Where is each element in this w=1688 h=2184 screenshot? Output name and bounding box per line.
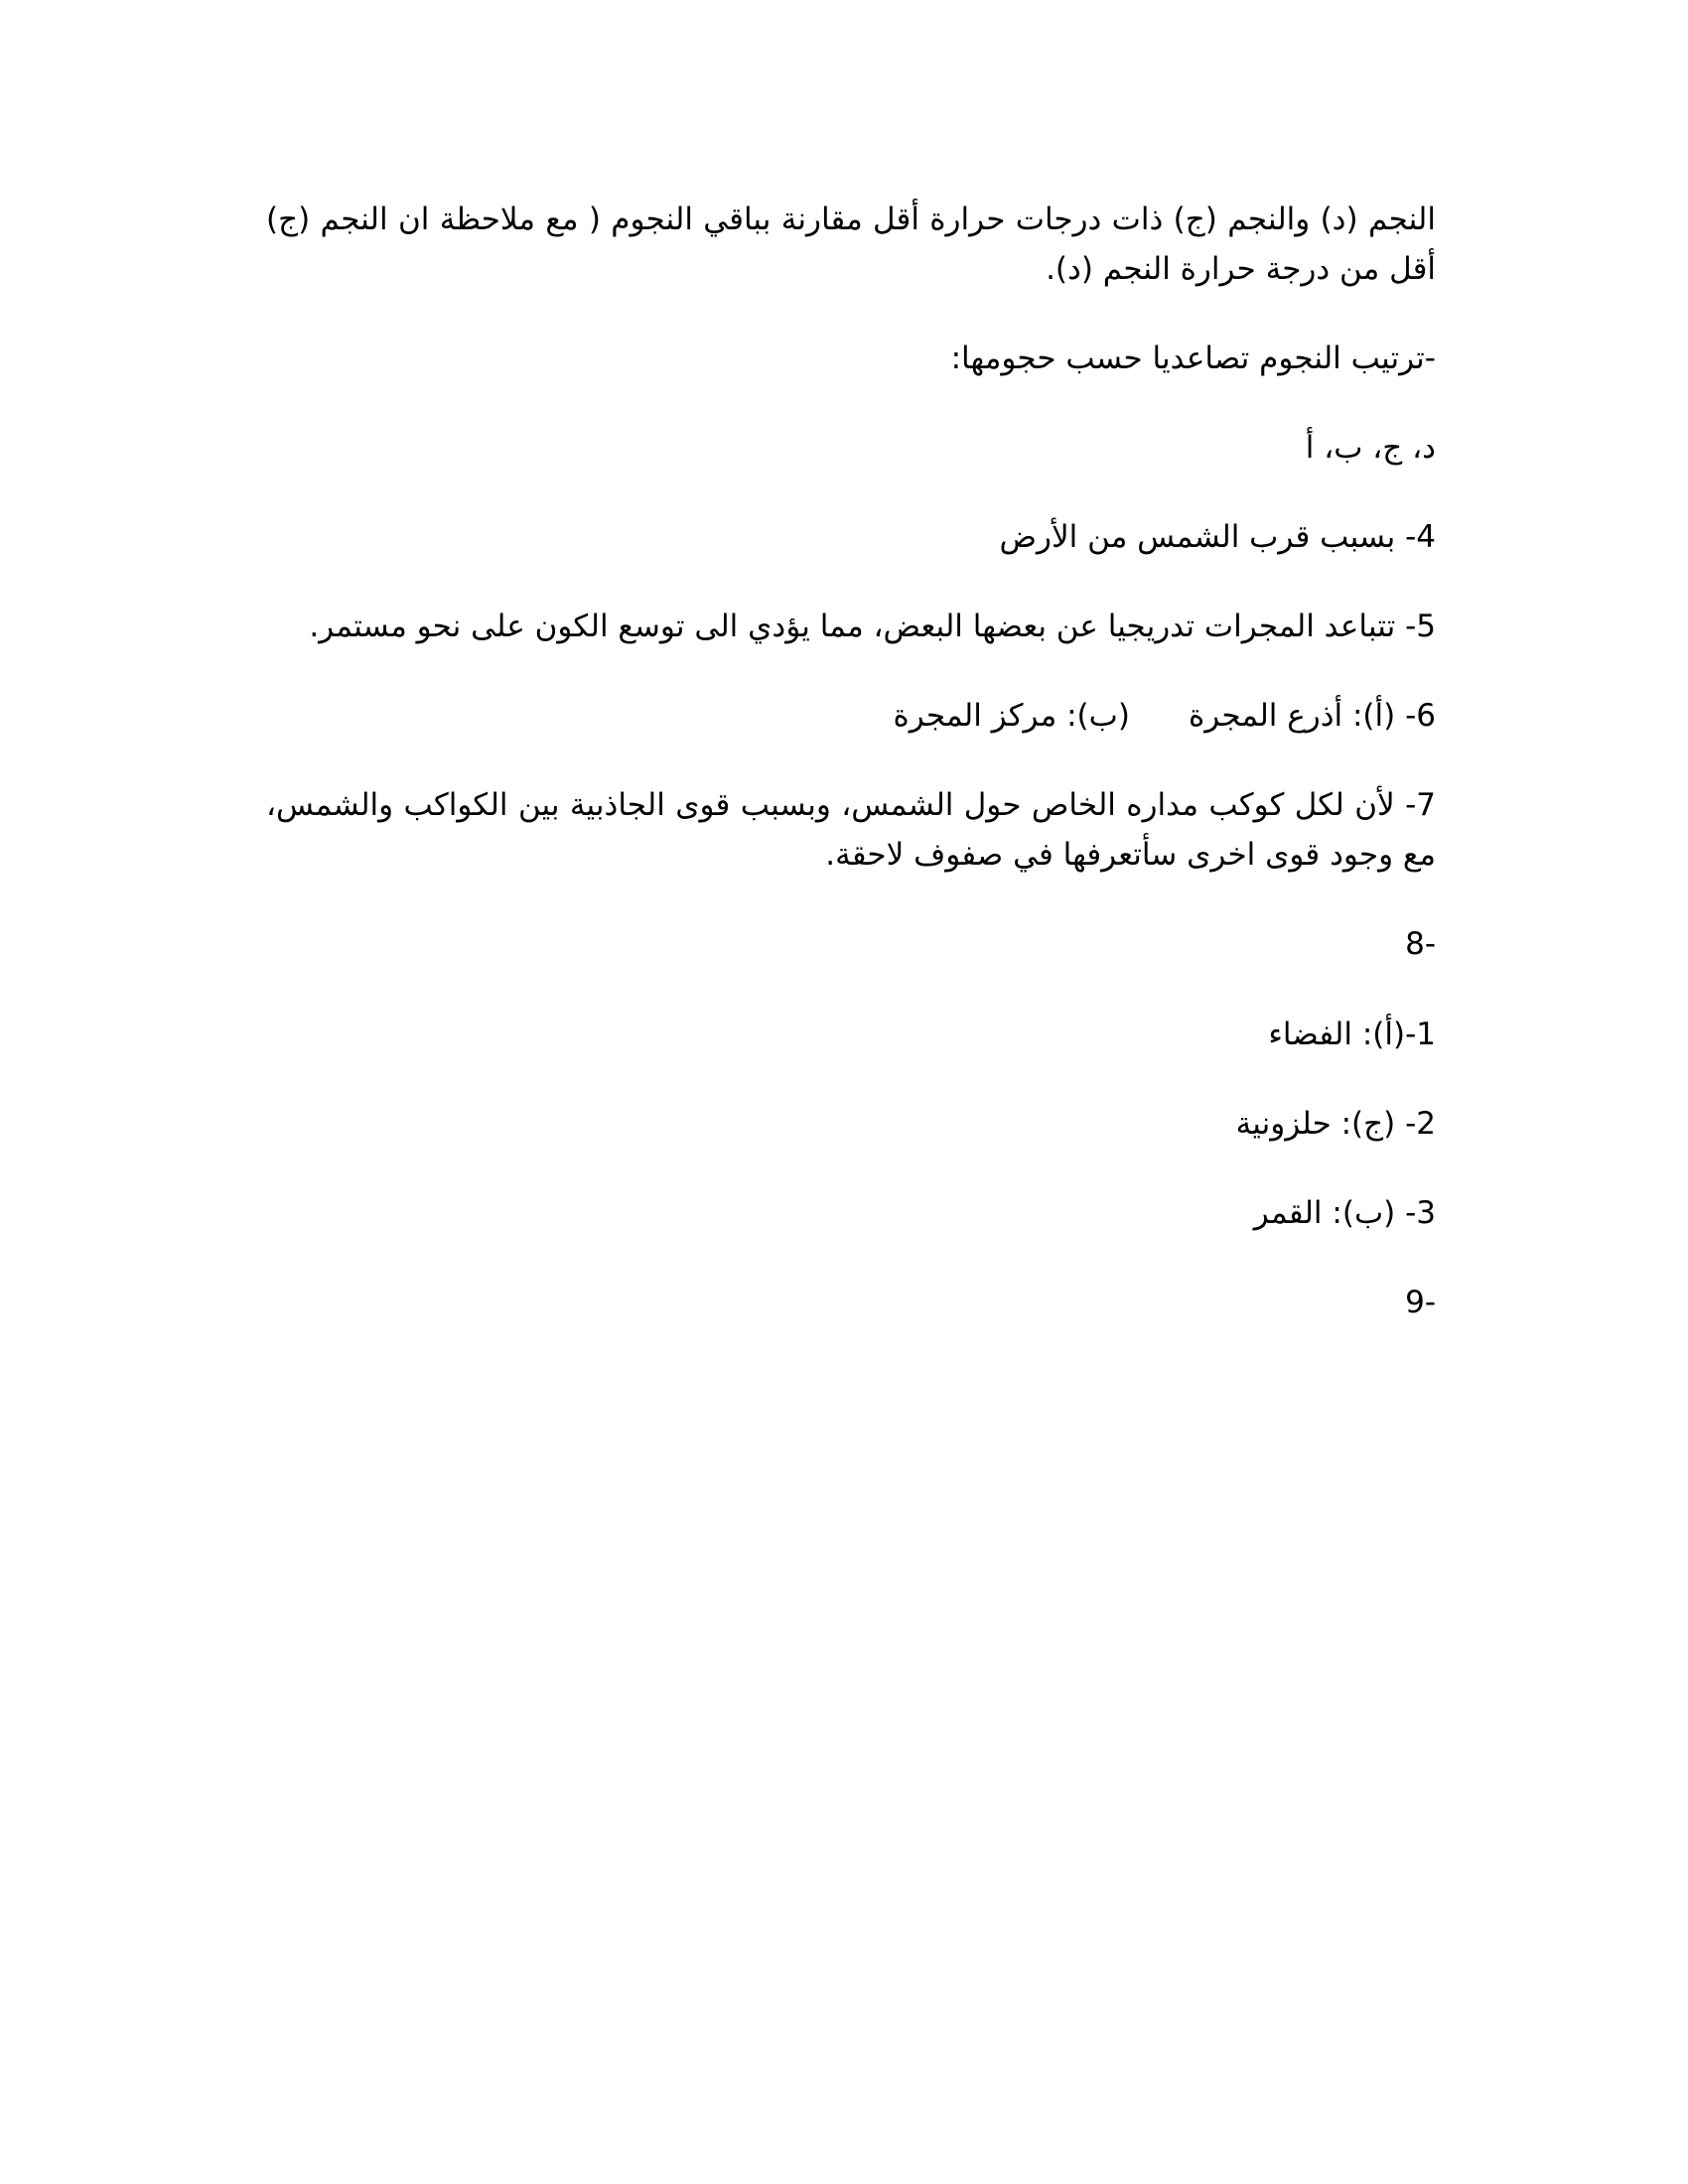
paragraph-question-8: -8: [1405, 926, 1436, 962]
paragraph-answer-7: 7- لأن لكل كوكب مداره الخاص حول الشمس، وبسبب قوى الجاذبية بين الكواكب والشمس، مع وجود قوى اخرى سأتعرفها في صفوف لاحقة.: [266, 787, 1436, 873]
paragraph-question-9: -9: [1405, 1285, 1436, 1320]
paragraph-star-order-heading: -ترتيب النجوم تصاعديا حسب حجومها:: [950, 341, 1436, 376]
paragraph-answer-8-2: 2- (ج): حلزونية: [1235, 1106, 1436, 1142]
paragraph-answer-4: 4- بسبب قرب الشمس من الأرض: [999, 519, 1436, 555]
paragraph-answer-5: 5- تتباعد المجرات تدريجيا عن بعضها البعض، مما يؤدي الى توسع الكون على نحو مستمر.: [309, 609, 1436, 644]
paragraph-answer-8-3: 3- (ب): القمر: [1253, 1195, 1436, 1231]
paragraph-answer-8-1: 1-(أ): الفضاء: [1268, 1017, 1436, 1052]
document-body: [266, 195, 1436, 1367]
paragraph-star-order-answer: د، ج، ب، أ: [1305, 430, 1436, 466]
paragraph-star-temperature: النجم (د) والنجم (ج) ذات درجات حرارة أقل مقارنة بباقي النجوم ( مع ملاحظة ان النجم (ج) أقل من درجة حرارة النجم (د).: [266, 202, 1436, 287]
paragraph-answer-6: 6- (أ): أذرع المجرة (ب): مركز المجرة: [893, 698, 1436, 734]
